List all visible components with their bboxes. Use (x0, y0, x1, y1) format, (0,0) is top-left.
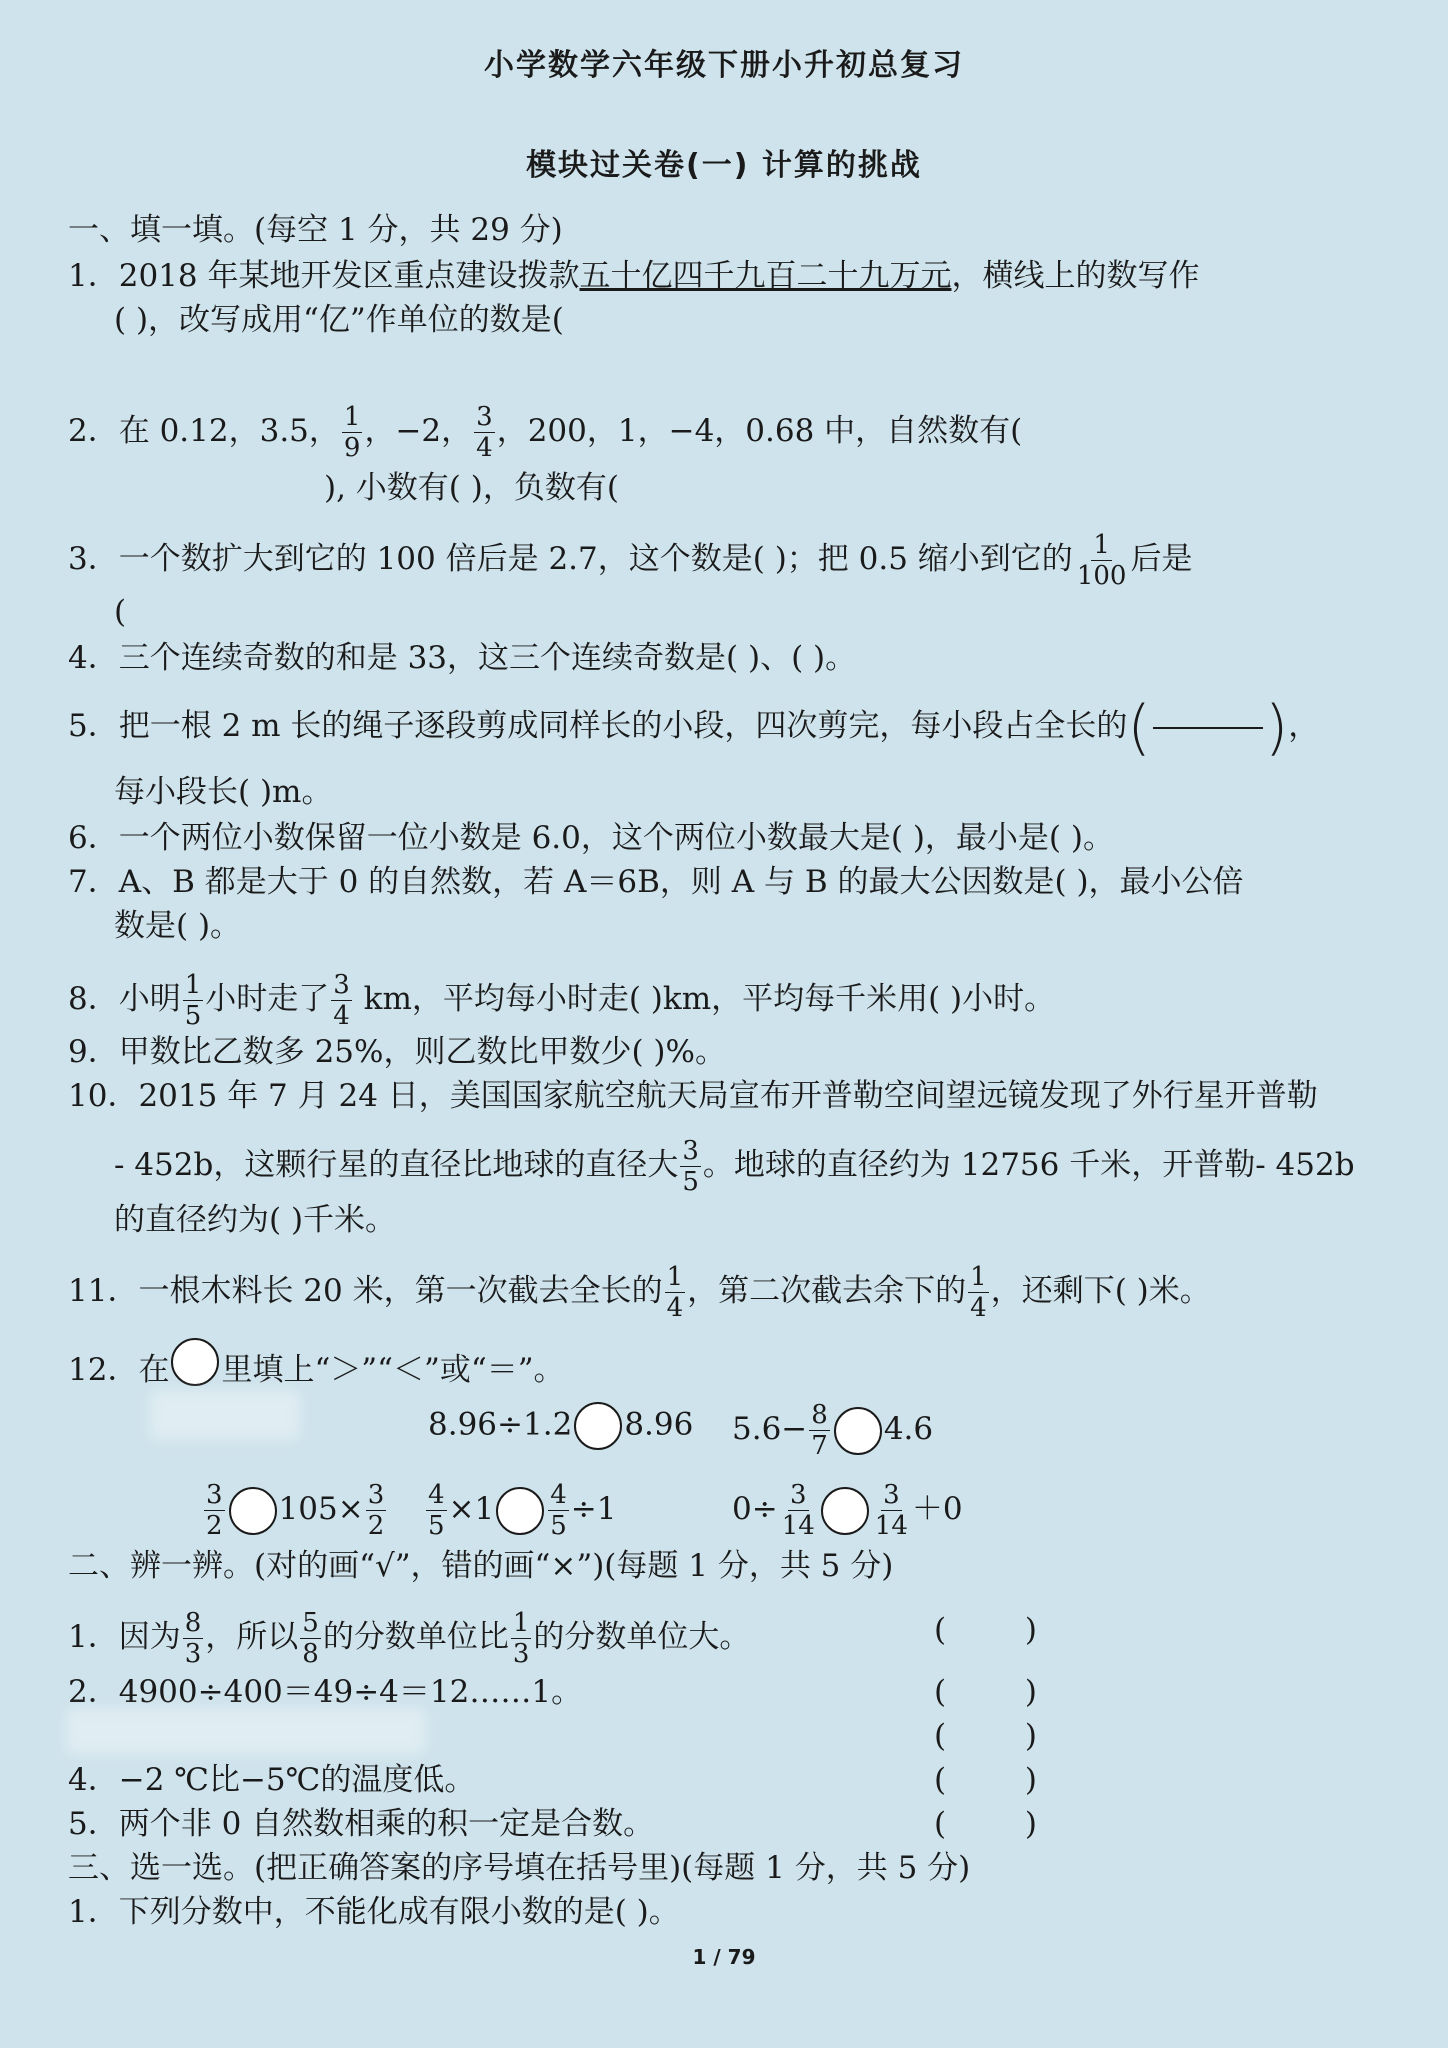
q12-line: 12．在 里填上“＞”“＜”或“＝”。 (68, 1338, 565, 1390)
page-number: 1 / 79 (692, 1945, 756, 1969)
q5-line1: 5．把一根 2 m 长的绳子逐段剪成同样长的小段，四次剪完，每小段占全长的( )， (68, 692, 1320, 763)
document-title: 小学数学六年级下册小升初总复习 (484, 48, 964, 83)
fraction: $\frac{1}{4}$ (666, 1262, 684, 1323)
q12-expr3: $\frac{3}{2}$ 105× $\frac{3}{2}$ (206, 1480, 385, 1541)
q11-line: 11．一根木料长 20 米，第一次截去全长的 $\frac{1}{4}$ ，第二次截去余下的 $\frac{1}{4}$ ，还剩下( )米。 (68, 1262, 1211, 1323)
fraction: $\frac{3}{14}$ (781, 1480, 815, 1541)
compare-circle (834, 1407, 882, 1455)
q12-expr4: $\frac{4}{5}$ ×1 $\frac{4}{5}$ ÷1 (428, 1480, 617, 1541)
blurred-region (66, 1708, 426, 1754)
q8-line: 8．小明 $\frac{1}{5}$ 小时走了 $\frac{3}{4}$ km，平均每小时走( )km，平均每千米用( )小时。 (68, 970, 1056, 1031)
s2-q2-line: 2．4900÷400＝49÷4＝12……1。 (68, 1674, 583, 1710)
fraction: $\frac{3}{5}$ (682, 1136, 699, 1197)
fraction: $\frac{4}{5}$ (428, 1480, 445, 1541)
q7-line1: 7．A、B 都是大于 0 的自然数，若 A＝6B，则 A 与 B 的最大公因数是( )，最小公倍 (68, 864, 1244, 900)
q12-expr2: 5.6− $\frac{8}{7}$ 4.6 (732, 1400, 934, 1461)
q7-line2: 数是( )。 (114, 908, 242, 944)
q12-expr5: 0÷ $\frac{3}{14}$ $\frac{3}{14}$ ＋0 (732, 1480, 963, 1541)
fraction: $\frac{1}{100}$ (1076, 530, 1127, 591)
q4-line: 4．三个连续奇数的和是 33，这三个连续奇数是( )、( )。 (68, 640, 857, 676)
q6-line: 6．一个两位小数保留一位小数是 6.0，这个两位小数最大是( )，最小是( )。 (68, 820, 1114, 856)
answer-bracket-1[interactable]: ( ) (934, 1612, 1038, 1648)
fraction: $\frac{1}{9}$ (343, 402, 361, 463)
document-subtitle: 模块过关卷(一) 计算的挑战 (526, 148, 922, 183)
fraction: $\frac{1}{5}$ (184, 970, 202, 1031)
fraction: $\frac{3}{2}$ (206, 1480, 223, 1541)
fraction: $\frac{3}{4}$ (333, 970, 350, 1031)
q3-line2: ( (114, 594, 127, 630)
s2-q1-line: 1．因为 $\frac{8}{3}$ ，所以 $\frac{5}{8}$ 的分数单位比 $\frac{1}{3}$ 的分数单位大。 (68, 1608, 751, 1669)
compare-circle (574, 1402, 622, 1450)
fraction: $\frac{4}{5}$ (550, 1480, 567, 1541)
q10-line2: - 452b，这颗行星的直径比地球的直径大 $\frac{3}{5}$ 。地球的直径约为 12756 千米，开普勒- 452b (114, 1136, 1355, 1197)
q3-line1: 3．一个数扩大到它的 100 倍后是 2.7，这个数是( )；把 0.5 缩小到它的 $\frac{1}{100}$ 后是 (68, 530, 1193, 591)
fraction: $\frac{3}{4}$ (476, 402, 493, 463)
section2-heading: 二、辨一辨。(对的画“√”，错的画“×”)(每题 1 分，共 5 分) (68, 1548, 894, 1584)
fraction: $\frac{5}{8}$ (302, 1608, 319, 1669)
q1-line2: ( )，改写成用“亿”作单位的数是( (114, 302, 564, 338)
s3-q1-line: 1．下列分数中，不能化成有限小数的是( )。 (68, 1894, 680, 1930)
answer-bracket-2[interactable]: ( ) (934, 1674, 1038, 1710)
q5-line2: 每小段长( )m。 (114, 774, 333, 810)
section3-heading: 三、选一选。(把正确答案的序号填在括号里)(每题 1 分，共 5 分) (68, 1850, 971, 1886)
q12-expr1: 8.96÷1.2 8.96 (428, 1402, 693, 1450)
q9-line: 9．甲数比乙数多 25%，则乙数比甲数少( )%。 (68, 1034, 726, 1070)
q10-line3: 的直径约为( )千米。 (114, 1202, 397, 1238)
q10-line1: 10．2015 年 7 月 24 日，美国国家航空航天局宣布开普勒空间望远镜发现了外行星开普勒 (68, 1078, 1318, 1114)
compare-circle (229, 1487, 277, 1535)
compare-circle (821, 1487, 869, 1535)
answer-bracket-3[interactable]: ( ) (934, 1718, 1038, 1754)
fraction: $\frac{8}{3}$ (184, 1608, 202, 1669)
fraction: $\frac{3}{2}$ (367, 1480, 385, 1541)
answer-bracket-4[interactable]: ( ) (934, 1762, 1038, 1798)
compare-circle (496, 1487, 544, 1535)
q1-line1: 1．2018 年某地开发区重点建设拨款五十亿四千九百二十九万元，横线上的数写作 (68, 258, 1200, 294)
fraction: $\frac{1}{4}$ (970, 1262, 987, 1323)
section1-heading: 一、填一填。(每空 1 分，共 29 分) (68, 212, 563, 248)
compare-circle (171, 1338, 219, 1386)
s2-q5-line: 5．两个非 0 自然数相乘的积一定是合数。 (68, 1806, 655, 1842)
answer-bracket-5[interactable]: ( ) (934, 1806, 1038, 1842)
q2-line2: ), 小数有( )，负数有( (324, 470, 619, 506)
fraction: $\frac{3}{14}$ (874, 1480, 908, 1541)
s2-q4-line: 4．−2 ℃比−5℃的温度低。 (68, 1762, 476, 1798)
fraction: $\frac{8}{7}$ (811, 1400, 828, 1461)
q2-line1: 2．在 0.12，3.5， $\frac{1}{9}$ ，−2， $\frac{3}{4}$ ，200，1，−4，0.68 中，自然数有( (68, 402, 1023, 463)
fraction: $\frac{1}{3}$ (512, 1608, 530, 1669)
blurred-region (150, 1390, 300, 1440)
fraction-blank (1153, 727, 1263, 729)
